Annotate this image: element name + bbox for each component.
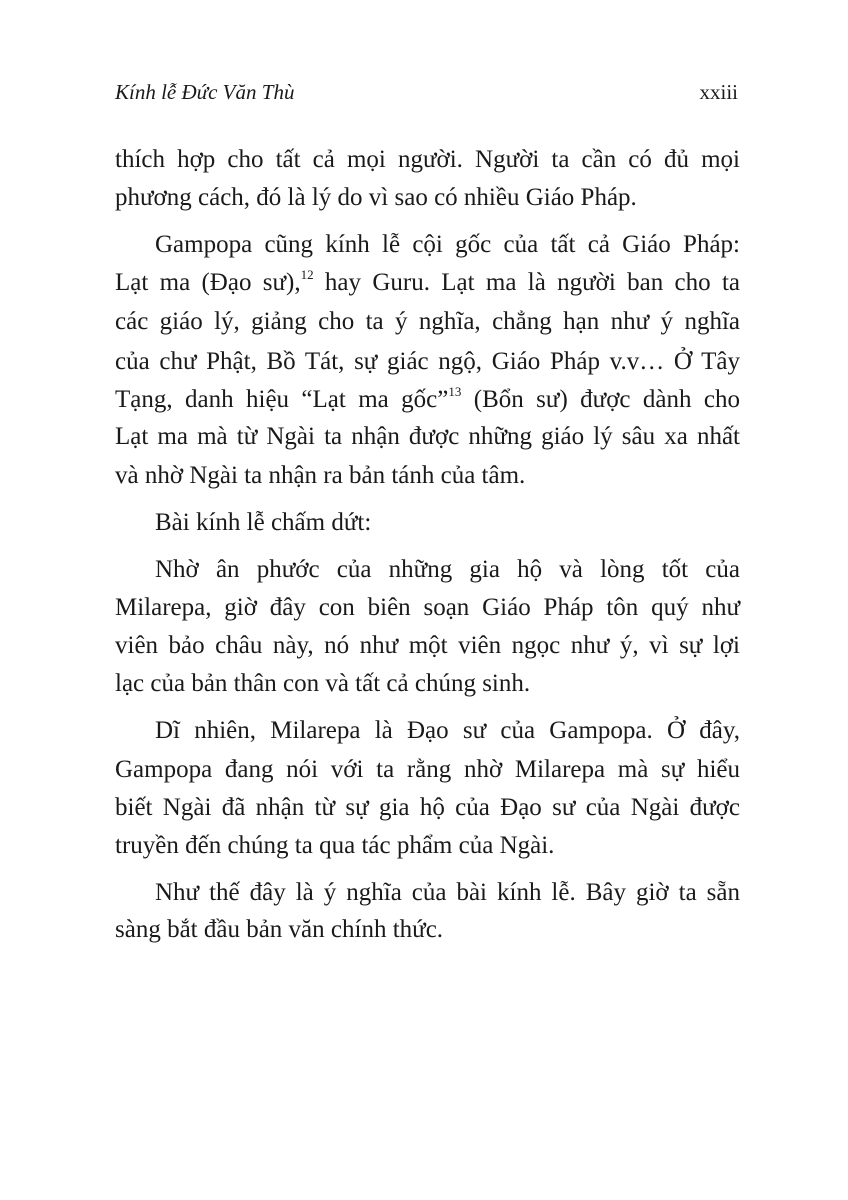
text-line: Milarepa, giờ đây con biên soạn Giáo Pháp tôn quý như (115, 594, 740, 621)
text-line: phương cách, đó là lý do vì sao có nhiều Giáo Pháp. (115, 184, 637, 211)
text-line: Lạt ma mà từ Ngài ta nhận được những giáo lý sâu xa nhất (115, 423, 740, 450)
text-segment: hay Guru. Lạt ma là người ban cho ta (313, 269, 740, 296)
text-line: Bài kính lễ chấm dứt: (155, 509, 372, 536)
text-line: Như thế đây là ý nghĩa của bài kính lễ. Bây giờ ta sẵn (155, 879, 740, 906)
text-line: Nhờ ân phước của những gia hộ và lòng tốt của (155, 556, 740, 583)
text-line: các giáo lý, giảng cho ta ý nghĩa, chẳng hạn như ý nghĩa (115, 308, 740, 335)
text-line: biết Ngài đã nhận từ sự gia hộ của Đạo sư của Ngài được (115, 794, 740, 821)
text-line: Gampopa cũng kính lễ cội gốc của tất cả Giáo Pháp: (155, 231, 740, 258)
text-segment: Tạng, danh hiệu “Lạt ma gốc” (115, 386, 449, 413)
text-line: lạc của bản thân con và tất cả chúng sinh. (115, 670, 531, 697)
running-header-title: Kính lễ Đức Văn Thù (115, 80, 295, 104)
text-segment: (Bổn sư) được dành cho (461, 386, 740, 413)
text-segment: Lạt ma (Đạo sư), (115, 269, 301, 296)
text-line: Gampopa đang nói với ta rằng nhờ Milarepa mà sự hiểu (115, 756, 740, 783)
text-line (115, 268, 740, 301)
footnote-ref-13: 13 (448, 384, 462, 399)
text-line: và nhờ Ngài ta nhận ra bản tánh của tâm. (115, 462, 526, 489)
footnote-ref-12: 12 (300, 267, 314, 282)
page-number: xxiii (699, 80, 738, 104)
text-line: của chư Phật, Bồ Tát, sự giác ngộ, Giáo Pháp v.v… Ở Tây (115, 348, 740, 375)
text-line: Dĩ nhiên, Milarepa là Đạo sư của Gampopa. Ở đây, (155, 717, 740, 744)
text-line: thích hợp cho tất cả mọi người. Người ta cần có đủ mọi (115, 146, 740, 173)
text-line: sàng bắt đầu bản văn chính thức. (115, 916, 444, 943)
text-line (115, 385, 740, 418)
text-line: truyền đến chúng ta qua tác phẩm của Ngài. (115, 832, 555, 859)
text-line: viên bảo châu này, nó như một viên ngọc như ý, vì sự lợi (115, 632, 740, 659)
